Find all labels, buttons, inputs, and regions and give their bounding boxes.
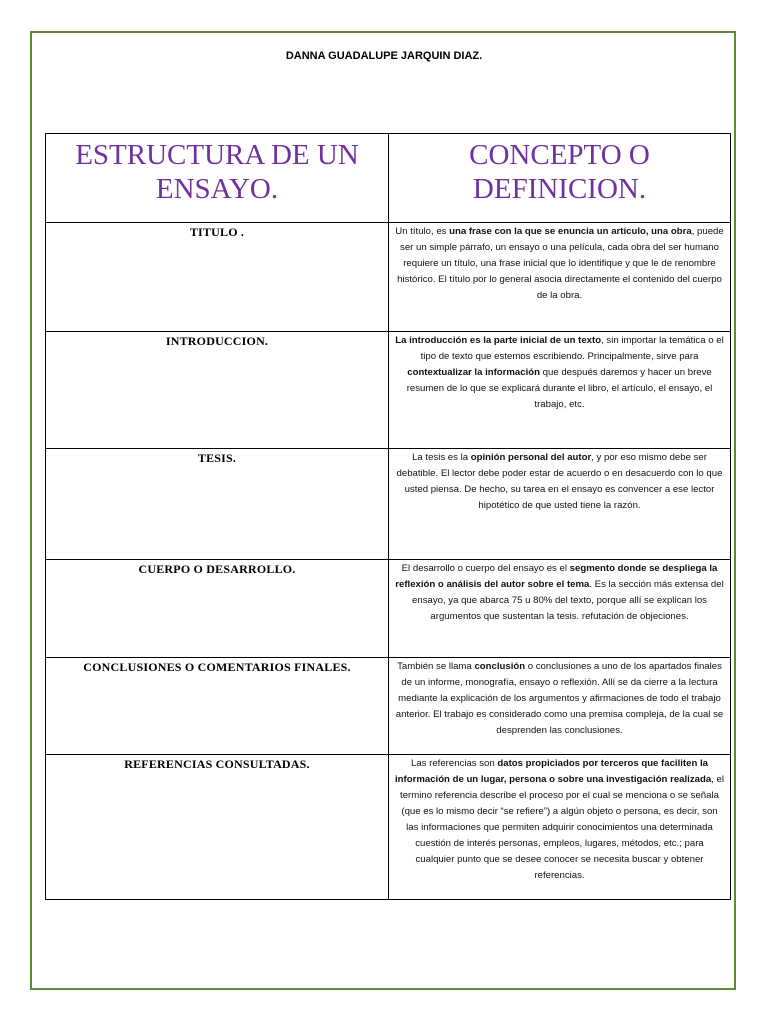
term-cell: CUERPO O DESARROLLO. <box>46 560 389 658</box>
definition-emphasis: segmento donde se despliega la reflexión o análisis del autor sobre el tema <box>395 563 718 590</box>
definition-cell <box>389 658 731 755</box>
definition-text: , el termino referencia describe el proceso por el cual se menciona o se señala (que es lo mismo decir “se refiere”) a algún objeto o persona, es decir, son las informaciones que permiten adquirir conocimientos una determinada cuestión de interés personas, empleos, lugares, métodos, etc.; para cualquier punto que se desee conocer se necesita buscar y obtener referencias. <box>400 774 724 881</box>
table-row <box>46 449 731 560</box>
definition-text: que después daremos y hacer un breve resumen de lo que se explicará durante el libro, el artículo, el ensayo, el trabajo, etc. <box>406 367 713 410</box>
definition-text: . Es la sección más extensa del ensayo, ya que abarca 75 u 80% del texto, porque allí se explican los argumentos que sustentan la tesis. refutación de objeciones. <box>412 579 724 622</box>
table-row <box>46 658 731 755</box>
definition-text: El desarrollo o cuerpo del ensayo es el <box>401 563 570 574</box>
definition-text: , puede ser un simple párrafo, un ensayo o una película, cada obra del ser humano requiere un título, una frase inicial que lo identifique y que le de renombre histórico. El título por lo general asocia directamente el contenido del cuerpo de la obra. <box>397 226 724 301</box>
table-row <box>46 755 731 900</box>
definition-text: Las referencias son <box>411 758 498 769</box>
definition-text: o conclusiones a uno de los apartados finales de un informe, monografía, ensayo o reflexión. Allí se da cierre a la lectura mediante la explicación de los argumentos y afirmaciones de todo el trabajo anterior. El trabajo es considerado como una premisa compleja, de la cual se desprenden las conclusiones. <box>395 661 724 736</box>
table-header-row <box>46 134 731 223</box>
definition-emphasis: contextualizar la información <box>407 367 540 378</box>
definition-cell <box>389 560 731 658</box>
definition-cell <box>389 449 731 560</box>
definition-cell <box>389 755 731 900</box>
definition-emphasis: opinión personal del autor <box>470 452 592 463</box>
definition-text: , y por eso mismo debe ser debatible. El lector debe poder estar de acuerdo o en desacuerdo con lo que usted piensa. De hecho, su tarea en el ensayo es convencer a ese lector hipotético de que usted tiene la razón. <box>396 452 723 511</box>
definition-emphasis: datos propiciados por terceros que faciliten la información de un lugar, persona o sobre una investigación realizada <box>395 758 712 785</box>
essay-structure-table <box>45 133 731 900</box>
author-name: DANNA GUADALUPE JARQUIN DIAZ. <box>285 50 483 62</box>
term-cell: TITULO . <box>46 223 389 332</box>
definition-text: La tesis es la <box>412 452 471 463</box>
definition-emphasis: La introducción es la parte inicial de un texto <box>395 335 602 346</box>
header-definition: CONCEPTO O DEFINICION. <box>389 134 731 223</box>
table-row <box>46 560 731 658</box>
term-cell: TESIS. <box>46 449 389 560</box>
table-row <box>46 223 731 332</box>
definition-text: Un título, es <box>395 226 450 237</box>
definition-text: , sin importar la temática o el tipo de texto que estemos escribiendo. Principalmente, sirve para <box>420 335 724 362</box>
term-cell: INTRODUCCION. <box>46 332 389 449</box>
definition-cell <box>389 332 731 449</box>
definition-text: También se llama <box>397 661 475 672</box>
definition-cell <box>389 223 731 332</box>
header-structure: ESTRUCTURA DE UN ENSAYO. <box>46 134 389 223</box>
table-row <box>46 332 731 449</box>
term-cell: REFERENCIAS CONSULTADAS. <box>46 755 389 900</box>
definition-emphasis: una frase con la que se enuncia un artículo, una obra <box>449 226 692 237</box>
definition-emphasis: conclusión <box>474 661 526 672</box>
term-cell: CONCLUSIONES O COMENTARIOS FINALES. <box>46 658 389 755</box>
